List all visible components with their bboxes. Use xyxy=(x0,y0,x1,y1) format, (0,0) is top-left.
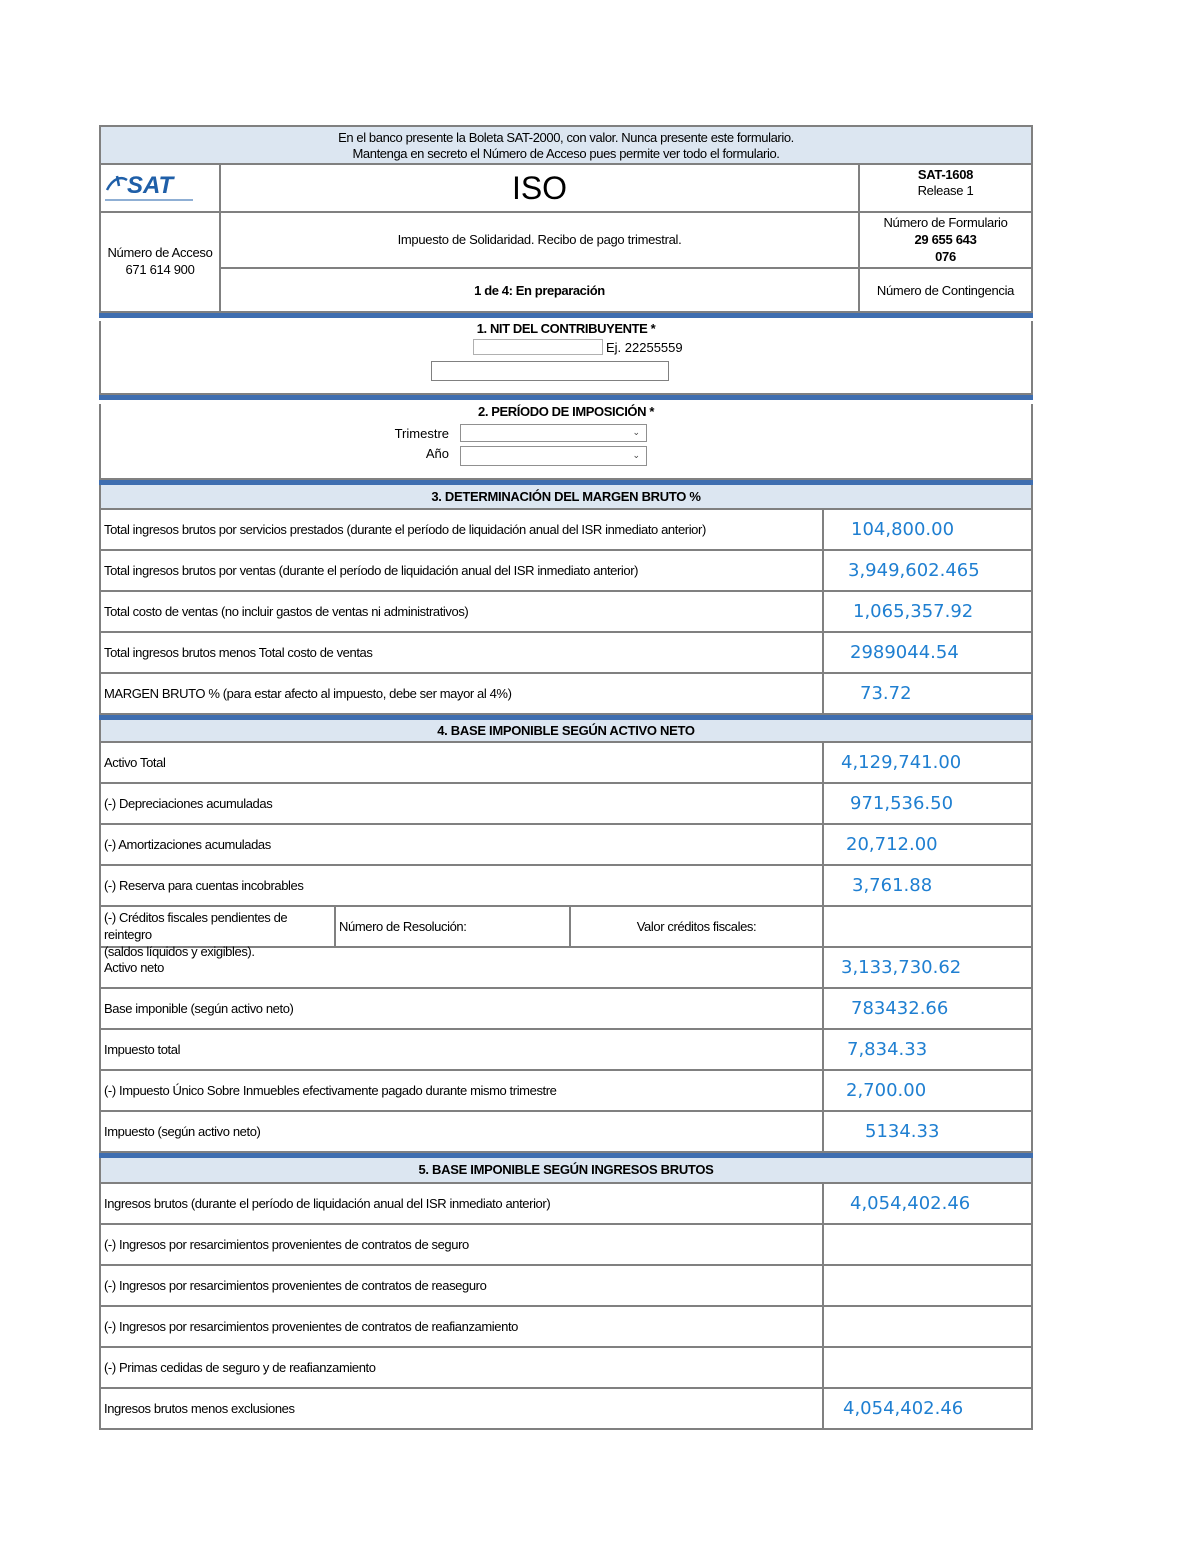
title-cell xyxy=(221,165,860,213)
section-gross-income xyxy=(99,1158,1033,1430)
section-nit-title: 1. NIT DEL CONTRIBUYENTE * xyxy=(476,321,656,336)
contingency-cell xyxy=(860,269,1031,313)
table-row xyxy=(101,1305,1031,1346)
section-gross-margin-rows xyxy=(101,508,1031,713)
form-number-label: Número de Formulario xyxy=(883,215,1008,230)
row-value[interactable]: 2,700.00 xyxy=(846,1080,927,1101)
row-label: MARGEN BRUTO % (para estar afecto al impuesto, debe ser mayor al 4%) xyxy=(101,674,824,713)
row-value[interactable]: 4,129,741.00 xyxy=(841,752,962,773)
notice-banner xyxy=(99,125,1033,165)
nit-input[interactable] xyxy=(473,339,603,355)
resolution-number-label: Número de Resolución: xyxy=(339,919,467,934)
chevron-down-icon: ⌄ xyxy=(632,450,640,460)
row-label: Base imponible (según activo neto) xyxy=(101,989,824,1028)
year-label: Año xyxy=(425,446,449,461)
table-row xyxy=(101,672,1031,713)
table-row xyxy=(101,987,1031,1028)
row-value[interactable]: 971,536.50 xyxy=(850,793,954,814)
row-label: (-) Ingresos por resarcimientos provenientes de contratos de reaseguro xyxy=(101,1266,824,1305)
row-value[interactable] xyxy=(824,1266,1031,1305)
section-gross-income-title: 5. BASE IMPONIBLE SEGÚN INGRESOS BRUTOS xyxy=(101,1158,1031,1182)
taxpayer-name-input[interactable] xyxy=(431,361,669,381)
section-net-assets-rows xyxy=(101,741,1031,905)
row-label: Impuesto (según activo neto) xyxy=(101,1112,824,1151)
form-number-cell xyxy=(860,213,1031,269)
row-label: Activo neto xyxy=(101,948,824,987)
form-number-1: 29 655 643 xyxy=(914,232,977,247)
row-value[interactable]: 4,054,402.46 xyxy=(843,1398,964,1419)
year-select[interactable] xyxy=(460,446,647,466)
table-row xyxy=(101,631,1031,672)
row-label: Total ingresos brutos menos Total costo de ventas xyxy=(101,633,824,672)
logo-cell xyxy=(101,165,221,213)
code-cell xyxy=(860,165,1031,213)
resolution-number-cell[interactable] xyxy=(336,907,571,946)
row-label: Ingresos brutos menos exclusiones xyxy=(101,1389,824,1428)
section-gross-margin-title: 3. DETERMINACIÓN DEL MARGEN BRUTO % xyxy=(101,485,1031,508)
table-row xyxy=(101,1069,1031,1110)
credits-label-cell xyxy=(101,907,336,959)
row-label: (-) Reserva para cuentas incobrables xyxy=(101,866,824,905)
description-cell xyxy=(221,213,860,269)
credits-label-2: (saldos líquidos y exigibles). xyxy=(104,944,255,959)
table-row xyxy=(101,1346,1031,1387)
table-row xyxy=(101,946,1031,987)
header-grid xyxy=(99,165,1033,313)
credits-label-1: (-) Créditos fiscales pendientes de reintegro xyxy=(104,910,288,942)
table-row xyxy=(101,1264,1031,1305)
row-value[interactable]: 7,834.33 xyxy=(847,1039,928,1060)
row-value[interactable]: 3,761.88 xyxy=(852,875,933,896)
iso-form xyxy=(99,125,1033,1430)
table-row xyxy=(101,590,1031,631)
row-label: (-) Impuesto Único Sobre Inmuebles efectivamente pagado durante mismo trimestre xyxy=(101,1071,824,1110)
table-row xyxy=(101,741,1031,782)
row-label: Ingresos brutos (durante el período de liquidación anual del ISR inmediato anterior) xyxy=(101,1184,824,1223)
section-net-assets-title: 4. BASE IMPONIBLE SEGÚN ACTIVO NETO xyxy=(101,720,1031,741)
row-label: (-) Amortizaciones acumuladas xyxy=(101,825,824,864)
row-value[interactable] xyxy=(824,1225,1031,1264)
row-value[interactable]: 20,712.00 xyxy=(846,834,938,855)
table-row xyxy=(101,549,1031,590)
sat-logo-text: SAT xyxy=(127,172,174,199)
row-value[interactable]: 2989044.54 xyxy=(850,642,959,663)
table-row xyxy=(101,1110,1031,1151)
quarter-select[interactable] xyxy=(460,424,647,442)
access-label: Número de Acceso xyxy=(107,245,213,260)
table-row xyxy=(101,823,1031,864)
form-title: ISO xyxy=(511,170,568,206)
row-label: (-) Depreciaciones acumuladas xyxy=(101,784,824,823)
row-value[interactable]: 3,133,730.62 xyxy=(841,957,962,978)
sat-logo xyxy=(103,172,195,204)
row-value[interactable]: 4,054,402.46 xyxy=(850,1193,971,1214)
table-row xyxy=(101,1028,1031,1069)
form-release: Release 1 xyxy=(917,183,974,198)
row-label: (-) Primas cedidas de seguro y de reafianzamiento xyxy=(101,1348,824,1387)
row-value[interactable]: 104,800.00 xyxy=(851,519,955,540)
row-label: Total ingresos brutos por ventas (durante el período de liquidación anual del ISR inmediato anterior) xyxy=(101,551,824,590)
form-status: 1 de 4: En preparación xyxy=(474,283,605,298)
section-nit xyxy=(99,321,1033,395)
section-divider xyxy=(99,395,1033,400)
row-label: (-) Ingresos por resarcimientos provenientes de contratos de reafianzamiento xyxy=(101,1307,824,1346)
row-value[interactable]: 783432.66 xyxy=(851,998,949,1019)
row-value[interactable]: 73.72 xyxy=(860,683,912,704)
section-period xyxy=(99,404,1033,480)
section-period-title: 2. PERÍODO DE IMPOSICIÓN * xyxy=(478,404,654,419)
table-row xyxy=(101,864,1031,905)
row-value[interactable]: 5134.33 xyxy=(865,1121,940,1142)
section-gross-income-rows xyxy=(101,1182,1031,1428)
row-label: Total ingresos brutos por servicios prestados (durante el período de liquidación anual del ISR inmediato anterior) xyxy=(101,510,824,549)
row-label: Impuesto total xyxy=(101,1030,824,1069)
quarter-label: Trimestre xyxy=(394,426,449,441)
form-description: Impuesto de Solidaridad. Recibo de pago trimestral. xyxy=(397,232,682,247)
row-label: (-) Ingresos por resarcimientos provenientes de contratos de seguro xyxy=(101,1225,824,1264)
chevron-down-icon: ⌄ xyxy=(632,427,640,437)
notice-line-2: Mantenga en secreto el Número de Acceso pues permite ver todo el formulario. xyxy=(352,146,780,161)
row-value[interactable]: 1,065,357.92 xyxy=(853,601,974,622)
access-cell xyxy=(101,213,221,313)
row-label: Total costo de ventas (no incluir gastos de ventas ni administrativos) xyxy=(101,592,824,631)
form-code: SAT-1608 xyxy=(917,167,974,182)
nit-example: Ej. 22255559 xyxy=(606,340,683,355)
credits-value-label-cell xyxy=(571,907,824,946)
table-row xyxy=(101,1387,1031,1428)
form-number-2: 076 xyxy=(935,249,956,264)
table-row xyxy=(101,782,1031,823)
table-row xyxy=(101,1223,1031,1264)
notice-line-1: En el banco presente la Boleta SAT-2000, con valor. Nunca presente este formulario. xyxy=(338,130,794,145)
row-value[interactable] xyxy=(824,1307,1031,1346)
credits-value-label: Valor créditos fiscales: xyxy=(636,919,757,934)
section-gross-margin xyxy=(99,485,1033,715)
table-row xyxy=(101,1182,1031,1223)
row-label: Activo Total xyxy=(101,743,824,782)
section-net-assets-rows-b xyxy=(101,946,1031,1151)
status-cell xyxy=(221,269,860,313)
row-value[interactable]: 3,949,602.465 xyxy=(848,560,980,581)
row-value[interactable] xyxy=(824,1348,1031,1387)
credits-row xyxy=(101,905,1031,959)
access-number: 671 614 900 xyxy=(125,262,195,277)
section-net-assets xyxy=(99,720,1033,1153)
contingency-label: Número de Contingencia xyxy=(876,283,1015,298)
section-divider xyxy=(99,313,1033,318)
table-row xyxy=(101,508,1031,549)
credits-value[interactable] xyxy=(824,907,1031,946)
